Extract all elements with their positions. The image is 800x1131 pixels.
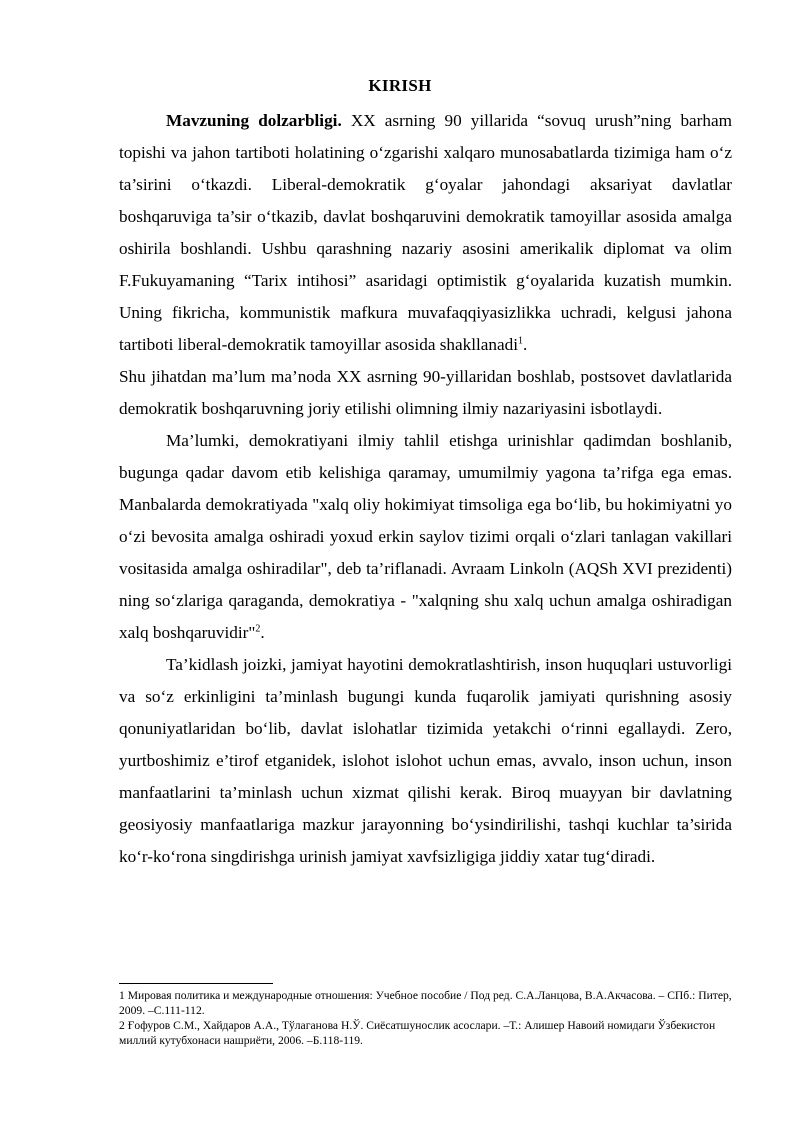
paragraph-2: Shu jihatdan ma’lum ma’noda XX asrning 90-yillaridan boshlab, postsovet davlatlarida demokratik boshqaruvning joriy etilishi olimning ilmiy nazariyasini isbotlaydi. (119, 367, 732, 418)
footnotes (119, 988, 732, 1048)
paragraph-1-end: . (523, 335, 528, 354)
paragraph-1-text: XX asrning 90 yillarida “sovuq urush”ning barham topishi va jahon tartiboti holatining o‘zgarishi xalqaro munosabatlarda tizimiga ham o‘z ta’sirini o‘tkazdi. Liberal-demokratik g‘oyalar jahondagi aksariyat davlatlar boshqaruviga ta’sir o‘tkazib, davlat boshqaruvini demokratik tamoyillar asosida amalga oshirila boshlandi. Ushbu qarashning nazariy asosini amerikalik diplomat va olim F.Fukuyamaning “Tarix intihosi” asaridagi optimistik g‘oyalarida kuzatish mumkin. Uning fikricha, kommunistik mafkura muvafaqqiyasizlikka uchradi, kelgusi jahona tartiboti liberal-demokratik tamoyillar asosida shakllanadi (119, 111, 732, 354)
paragraph-3 (119, 425, 732, 649)
page-title: KIRISH (368, 76, 432, 95)
paragraph-3-text: Ma’lumki, demokratiyani ilmiy tahlil etishga urinishlar qadimdan boshlanib, bugunga qadar davom etib kelishiga qaramay, umumilmiy yagona ta’rifga ega emas. Manbalarda demokratiyada "xalq oliy hokimiyat timsoliga ega bo‘lib, bu hokimiyatni yo o‘zi bevosita amalga oshiradi yoxud erkin saylov tizimi orqali o‘zlari tanlagan vakillari vositasida amalga oshiradilar", deb ta’riflanadi. Avraam Linkoln (AQSh XVI prezidenti) ning so‘zlariga qaraganda, demokratiya - "xalqning shu xalq uchun amalga oshiradigan xalq boshqaruvidir" (119, 431, 732, 642)
footnote-1: 1 Мировая политика и международные отношения: Учебное пособие / Под ред. С.А.Ланцова, В.А.Акчасова. – СПб.: Питер, 2009. –С.111-112. (119, 989, 732, 1017)
footnote-2: 2 Ғофуров С.М., Хайдаров А.А., Тўлаганова Н.Ў. Сиёсатшунослик асослари. –Т.: Алишер Навоий номидаги Ўзбекистон миллий кутубхонаси нашриёти, 2006. –Б.118-119. (119, 1019, 716, 1047)
paragraph-1 (119, 105, 732, 361)
body-text (119, 105, 732, 873)
footnote-separator (119, 983, 273, 984)
footnote-ref-1: 1 (518, 335, 524, 347)
paragraph-4: Ta’kidlash joizki, jamiyat hayotini demokratlashtirish, inson huquqlari ustuvorligi va so‘z erkinligini ta’minlash bugungi kunda fuqarolik jamiyati qurishning asosiy qonuniyatlaridan bo‘lib, davlat islohatlar tizimida yetakchi o‘rinni egallaydi. Zero, yurtboshimiz e’tirof etganidek, islohot islohot uchun emas, avvalo, inson uchun, inson manfaatlarini ta’minlash uchun xizmat qilishi kerak. Biroq muayyan bir davlatning geosiyosiy manfaatlariga mazkur jarayonning bo‘ysindirilishi, tashqi kuchlar ta’sirida ko‘r-ko‘rona singdirishga urinish jamiyat xavfsizligiga jiddiy xatar tug‘diradi. (119, 655, 732, 866)
paragraph-3-end: . (260, 623, 265, 642)
paragraph-1-lead: Mavzuning dolzarbligi. (166, 111, 342, 130)
footnote-ref-2: 2 (255, 623, 261, 635)
